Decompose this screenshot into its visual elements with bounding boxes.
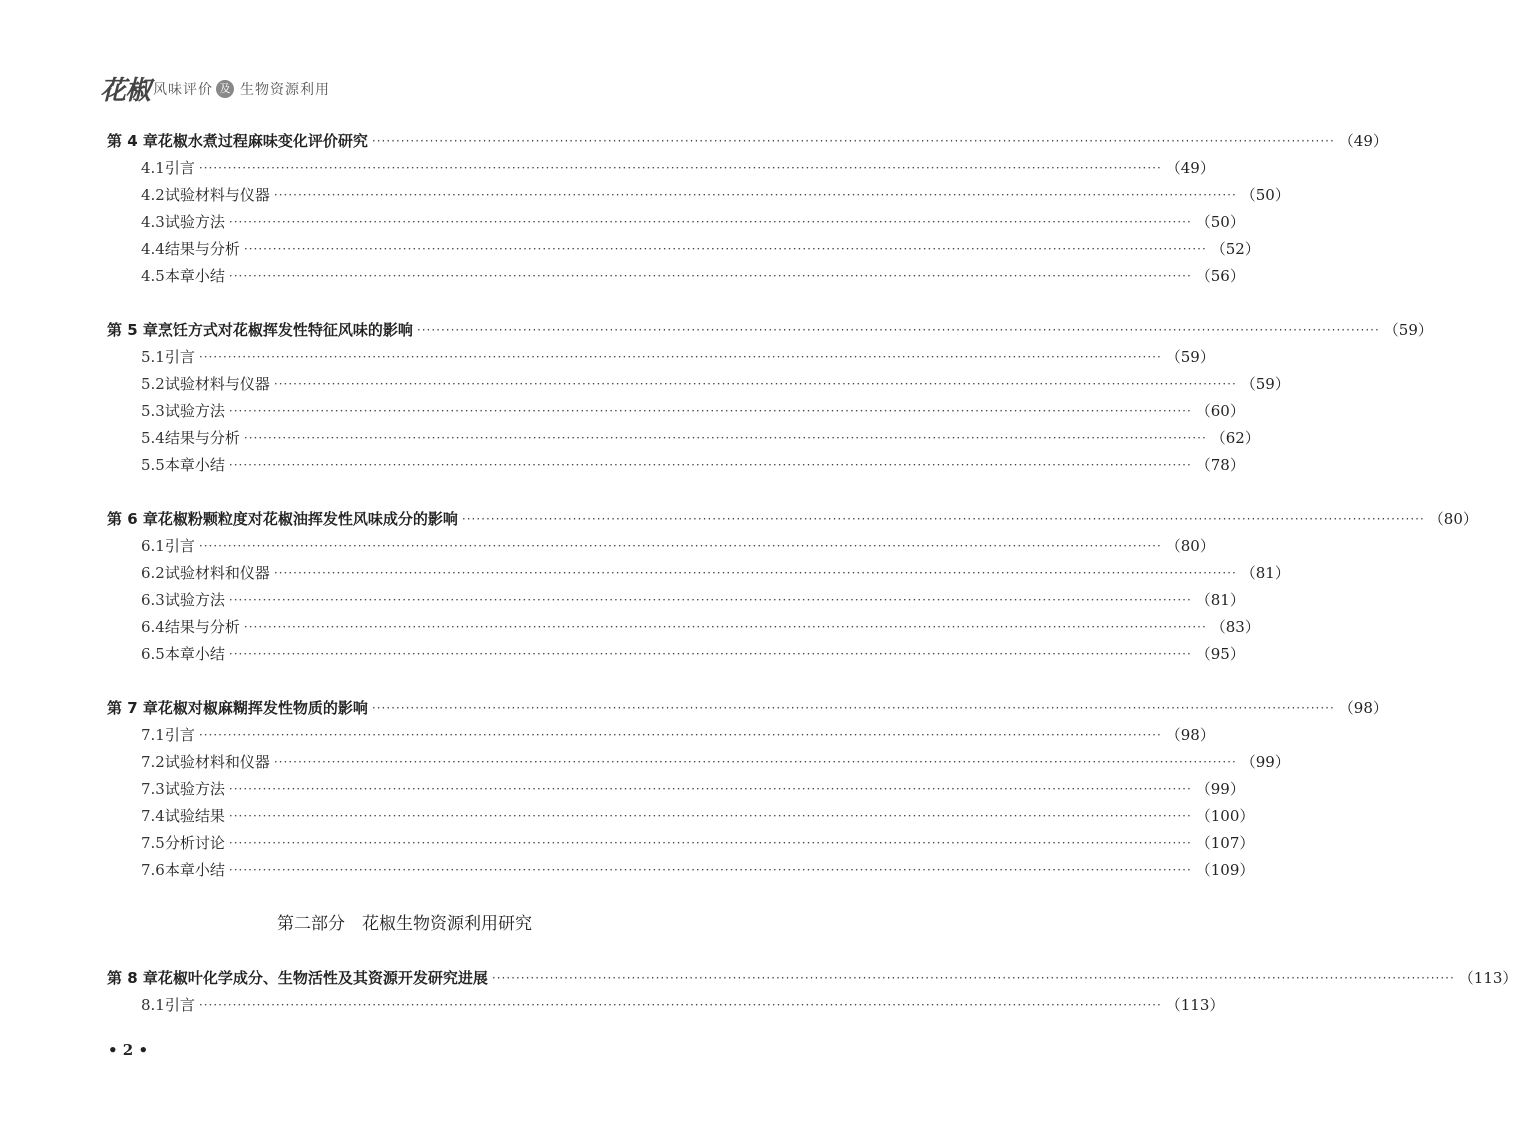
header-subtitle-b: 生物资源利用 xyxy=(240,81,331,98)
running-header xyxy=(100,70,330,107)
spacer xyxy=(107,883,682,910)
entry-title: 试验材料与仪器 xyxy=(164,375,270,393)
entry-page: （78） xyxy=(1195,456,1245,474)
entry-number: 5.4 xyxy=(141,428,165,447)
page-number: • 2 • xyxy=(108,1041,149,1059)
toc-section-entry[interactable] xyxy=(107,370,1290,397)
dot-leader: ········································································································································································································ xyxy=(228,781,1192,796)
entry-number: 第 7 章 xyxy=(107,699,158,717)
entry-title: 引言 xyxy=(164,996,195,1014)
dot-leader: ········································································································································································································ xyxy=(198,349,1162,364)
entry-page: （109） xyxy=(1195,861,1255,879)
entry-page: （113） xyxy=(1458,969,1517,987)
entry-number: 6.5 xyxy=(141,644,165,663)
entry-number: 第 8 章 xyxy=(107,969,158,987)
toc-section-entry[interactable] xyxy=(107,856,1255,883)
entry-page: （62） xyxy=(1210,429,1260,447)
entry-number: 4.3 xyxy=(141,212,165,231)
entry-page: （99） xyxy=(1240,753,1290,771)
toc-chapter-entry[interactable] xyxy=(107,316,1433,343)
entry-number: 第 4 章 xyxy=(107,132,158,150)
entry-title: 花椒水煮过程麻味变化评价研究 xyxy=(157,132,368,150)
entry-title: 烹饪方式对花椒挥发性特征风味的影响 xyxy=(157,321,413,339)
entry-page: （113） xyxy=(1165,996,1225,1014)
dot-leader: ········································································································································································································ xyxy=(228,646,1192,661)
dot-leader: ········································································································································································································ xyxy=(228,214,1192,229)
entry-number: 5.1 xyxy=(141,347,165,366)
entry-title: 花椒叶化学成分、生物活性及其资源开发研究进展 xyxy=(157,969,488,987)
toc-section-entry[interactable] xyxy=(107,235,1260,262)
book-logo: 花椒 xyxy=(100,76,151,106)
entry-page: （99） xyxy=(1195,780,1245,798)
toc-section-entry[interactable] xyxy=(107,181,1290,208)
toc-section-entry[interactable] xyxy=(107,586,1245,613)
dot-leader: ········································································································································································································ xyxy=(228,268,1192,283)
dot-leader: ········································································································································································································ xyxy=(198,997,1162,1012)
entry-page: （95） xyxy=(1195,645,1245,663)
entry-title: 试验结果 xyxy=(164,807,225,825)
dot-leader: ········································································································································································································ xyxy=(273,754,1237,769)
entry-title: 引言 xyxy=(164,348,195,366)
dot-leader: ········································································································································································································ xyxy=(228,457,1192,472)
entry-number: 8.1 xyxy=(141,995,165,1014)
toc-section-entry[interactable] xyxy=(107,559,1290,586)
toc-section-entry[interactable] xyxy=(107,640,1245,667)
entry-number: 6.3 xyxy=(141,590,165,609)
dot-leader: ········································································································································································································ xyxy=(243,430,1207,445)
entry-page: （98） xyxy=(1165,726,1215,744)
entry-number: 4.5 xyxy=(141,266,165,285)
entry-title: 引言 xyxy=(164,537,195,555)
dot-leader: ········································································································································································································ xyxy=(273,565,1237,580)
entry-page: （50） xyxy=(1240,186,1290,204)
dot-leader: ········································································································································································································ xyxy=(198,160,1162,175)
dot-leader: ········································································································································································································ xyxy=(416,322,1380,337)
dot-leader: ········································································································································································································ xyxy=(461,511,1425,526)
dot-leader: ········································································································································································································ xyxy=(228,403,1192,418)
toc-section-entry[interactable] xyxy=(107,343,1215,370)
entry-number: 7.1 xyxy=(141,725,165,744)
entry-title: 试验材料和仪器 xyxy=(164,564,270,582)
entry-number: 6.4 xyxy=(141,617,165,636)
entry-title: 结果与分析 xyxy=(164,240,240,258)
toc-section-entry[interactable] xyxy=(107,532,1215,559)
dot-leader: ········································································································································································································ xyxy=(243,619,1207,634)
entry-page: （60） xyxy=(1195,402,1245,420)
dot-leader: ········································································································································································································ xyxy=(273,376,1237,391)
part-heading: 第二部分 花椒生物资源利用研究 xyxy=(277,914,532,934)
entry-number: 4.1 xyxy=(141,158,165,177)
entry-page: （56） xyxy=(1195,267,1245,285)
entry-page: （50） xyxy=(1195,213,1245,231)
toc-section-entry[interactable] xyxy=(107,802,1255,829)
entry-title: 结果与分析 xyxy=(164,429,240,447)
entry-title: 试验方法 xyxy=(164,402,225,420)
entry-page: （80） xyxy=(1165,537,1215,555)
entry-title: 本章小结 xyxy=(164,267,225,285)
entry-number: 5.3 xyxy=(141,401,165,420)
dot-leader: ········································································································································································································ xyxy=(228,835,1192,850)
dot-leader: ········································································································································································································ xyxy=(371,700,1335,715)
toc-section-entry[interactable] xyxy=(107,748,1290,775)
entry-title: 分析讨论 xyxy=(164,834,225,852)
toc-section-entry[interactable] xyxy=(107,397,1245,424)
entry-title: 引言 xyxy=(164,726,195,744)
entry-number: 7.3 xyxy=(141,779,165,798)
entry-title: 花椒对椒麻糊挥发性物质的影响 xyxy=(157,699,368,717)
entry-page: （49） xyxy=(1338,132,1388,150)
dot-leader: ········································································································································································································ xyxy=(198,538,1162,553)
toc-section-entry[interactable] xyxy=(107,154,1215,181)
entry-number: 5.2 xyxy=(141,374,165,393)
entry-number: 4.4 xyxy=(141,239,165,258)
toc-section-entry[interactable] xyxy=(107,208,1245,235)
spacer xyxy=(107,667,682,694)
dot-leader: ········································································································································································································ xyxy=(243,241,1207,256)
entry-number: 7.5 xyxy=(141,833,165,852)
toc-section-entry[interactable] xyxy=(107,829,1255,856)
entry-number: 6.2 xyxy=(141,563,165,582)
entry-page: （81） xyxy=(1240,564,1290,582)
header-subtitle-a: 风味评价 xyxy=(153,81,214,98)
dot-leader: ········································································································································································································ xyxy=(228,862,1192,877)
dot-leader: ········································································································································································································ xyxy=(371,133,1335,148)
dot-leader: ········································································································································································································ xyxy=(273,187,1237,202)
entry-title: 试验材料和仪器 xyxy=(164,753,270,771)
toc-chapter-entry[interactable] xyxy=(107,964,1517,991)
entry-page: （107） xyxy=(1195,834,1255,852)
table-of-contents xyxy=(107,127,1517,1018)
entry-page: （81） xyxy=(1195,591,1245,609)
toc-chapter-entry[interactable] xyxy=(107,127,1388,154)
toc-section-entry[interactable] xyxy=(107,262,1245,289)
entry-title: 引言 xyxy=(164,159,195,177)
entry-title: 本章小结 xyxy=(164,861,225,879)
entry-page: （59） xyxy=(1240,375,1290,393)
entry-page: （49） xyxy=(1165,159,1215,177)
entry-page: （52） xyxy=(1210,240,1260,258)
entry-number: 5.5 xyxy=(141,455,165,474)
spacer xyxy=(107,289,682,316)
entry-title: 花椒粉颗粒度对花椒油挥发性风味成分的影响 xyxy=(157,510,458,528)
entry-number: 7.4 xyxy=(141,806,165,825)
entry-page: （59） xyxy=(1165,348,1215,366)
entry-page: （83） xyxy=(1210,618,1260,636)
entry-page: （100） xyxy=(1195,807,1255,825)
toc-section-entry[interactable] xyxy=(107,721,1215,748)
dot-leader: ········································································································································································································ xyxy=(198,727,1162,742)
entry-title: 试验方法 xyxy=(164,591,225,609)
entry-number: 7.2 xyxy=(141,752,165,771)
toc-chapter-entry[interactable] xyxy=(107,505,1478,532)
entry-title: 试验方法 xyxy=(164,780,225,798)
entry-title: 结果与分析 xyxy=(164,618,240,636)
entry-title: 试验材料与仪器 xyxy=(164,186,270,204)
entry-number: 7.6 xyxy=(141,860,165,879)
entry-number: 第 5 章 xyxy=(107,321,158,339)
entry-number: 6.1 xyxy=(141,536,165,555)
spacer xyxy=(107,478,682,505)
dot-leader: ········································································································································································································ xyxy=(228,592,1192,607)
entry-title: 本章小结 xyxy=(164,456,225,474)
header-joiner-badge: 及 xyxy=(216,80,234,98)
dot-leader: ········································································································································································································ xyxy=(228,808,1192,823)
toc-section-entry[interactable] xyxy=(107,991,1225,1018)
toc-chapter-entry[interactable] xyxy=(107,694,1388,721)
toc-section-entry[interactable] xyxy=(107,613,1260,640)
entry-title: 试验方法 xyxy=(164,213,225,231)
entry-number: 第 6 章 xyxy=(107,510,158,528)
toc-section-entry[interactable] xyxy=(107,775,1245,802)
entry-page: （80） xyxy=(1428,510,1478,528)
toc-section-entry[interactable] xyxy=(107,424,1260,451)
entry-title: 本章小结 xyxy=(164,645,225,663)
dot-leader: ········································································································································································································ xyxy=(491,970,1455,985)
toc-section-entry[interactable] xyxy=(107,451,1245,478)
entry-page: （98） xyxy=(1338,699,1388,717)
entry-number: 4.2 xyxy=(141,185,165,204)
entry-page: （59） xyxy=(1383,321,1433,339)
